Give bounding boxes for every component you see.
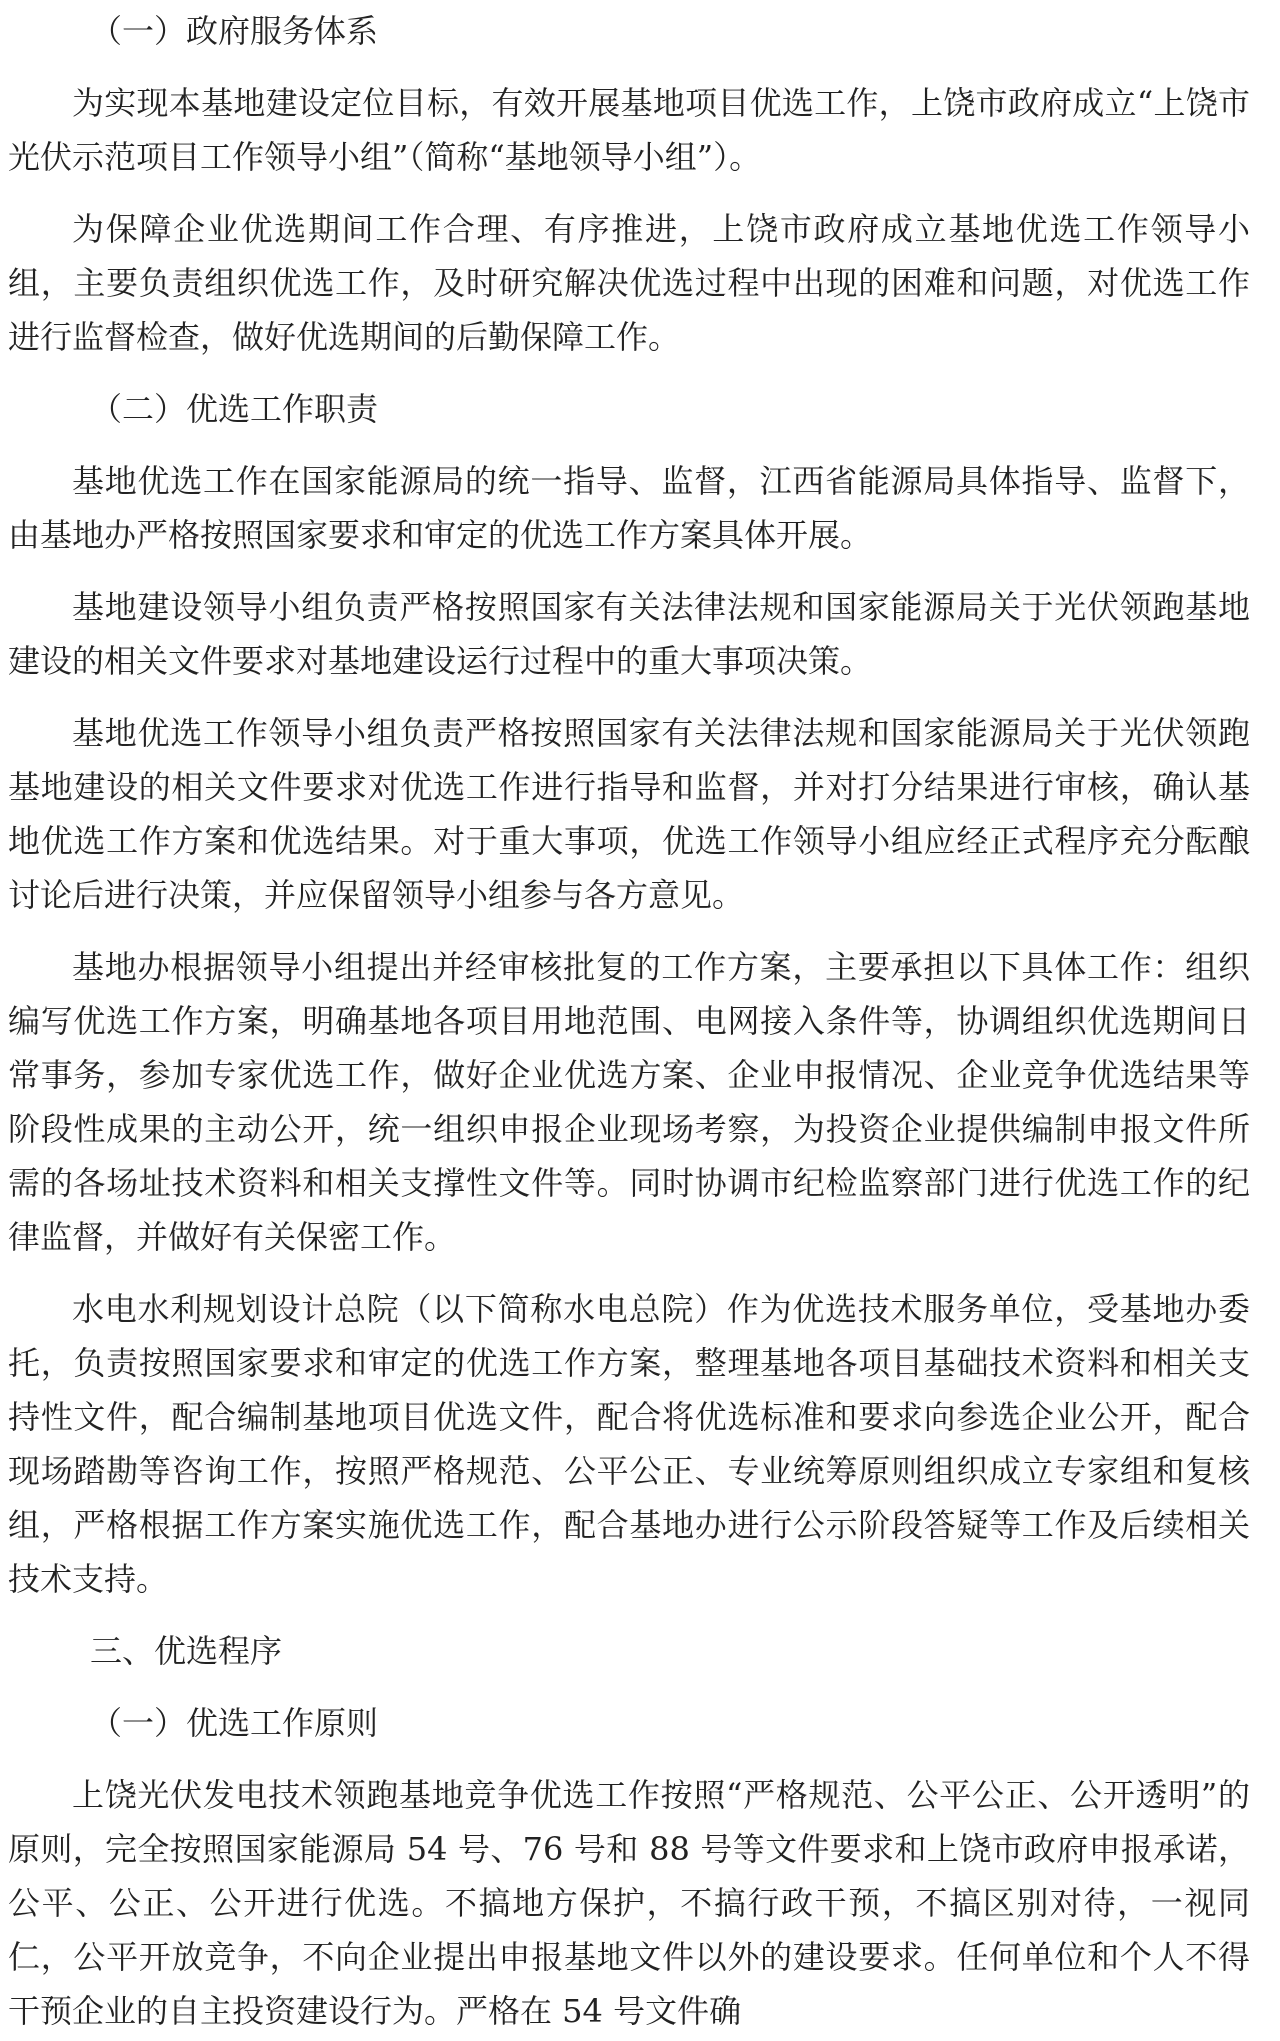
paragraph-construction-leading-group: 基地建设领导小组负责严格按照国家有关法律法规和国家能源局关于光伏领跑基地建设的相关文件要求对基地建设运行过程中的重大事项决策。 — [8, 588, 1250, 680]
paragraph-nea-guidance: 基地优选工作在国家能源局的统一指导、监督，江西省能源局具体指导、监督下，由基地办严格按照国家要求和审定的优选工作方案具体开展。 — [8, 462, 1250, 554]
section-heading-selection-procedure: 三、优选程序 — [90, 1632, 283, 1670]
paragraph-selection-group-responsibility: 基地优选工作领导小组负责严格按照国家有关法律法规和国家能源局关于光伏领跑基地建设的相关文件要求对优选工作进行指导和监督，并对打分结果进行审核，确认基地优选工作方案和优选结果。对于重大事项，优选工作领导小组应经正式程序充分酝酿讨论后进行决策，并应保留领导小组参与各方意见。 — [8, 714, 1250, 914]
paragraph-selection-leading-group: 为保障企业优选期间工作合理、有序推进，上饶市政府成立基地优选工作领导小组，主要负责组织优选工作，及时研究解决优选过程中出现的困难和问题，对优选工作进行监督检查，做好优选期间的后勤保障工作。 — [8, 210, 1250, 356]
paragraph-base-office-tasks: 基地办根据领导小组提出并经审核批复的工作方案，主要承担以下具体工作：组织编写优选工作方案，明确基地各项目用地范围、电网接入条件等，协调组织优选期间日常事务，参加专家优选工作，做好企业优选方案、企业申报情况、企业竞争优选结果等阶段性成果的主动公开，统一组织申报企业现场考察，为投资企业提供编制申报文件所需的各场址技术资料和相关支撑性文件等。同时协调市纪检监察部门进行优选工作的纪律监督，并做好有关保密工作。 — [8, 948, 1250, 1256]
section-heading-selection-duties: （二）优选工作职责 — [90, 390, 379, 428]
paragraph-selection-principles: 上饶光伏发电技术领跑基地竞争优选工作按照“严格规范、公平公正、公开透明”的原则，完全按照国家能源局 54 号、76 号和 88 号等文件要求和上饶市政府申报承诺，公平、公正、公开进行优选。不搞地方保护，不搞行政干预，不搞区别对待，一视同仁，公平开放竞争，不向企业提出申报基地文件以外的建设要求。任何单位和个人不得干预企业的自主投资建设行为。严格在 54 号文件确 — [8, 1776, 1250, 2030]
paragraph-hydropower-institute: 水电水利规划设计总院（以下简称水电总院）作为优选技术服务单位，受基地办委托，负责按照国家要求和审定的优选工作方案，整理基地各项目基础技术资料和相关支持性文件，配合编制基地项目优选文件，配合将优选标准和要求向参选企业公开，配合现场踏勘等咨询工作，按照严格规范、公平公正、专业统筹原则组织成立专家组和复核组，严格根据工作方案实施优选工作，配合基地办进行公示阶段答疑等工作及后续相关技术支持。 — [8, 1290, 1250, 1598]
section-heading-selection-principles: （一）优选工作原则 — [90, 1704, 379, 1742]
section-heading-government-service: （一）政府服务体系 — [90, 12, 379, 50]
paragraph-leading-group-established: 为实现本基地建设定位目标，有效开展基地项目优选工作，上饶市政府成立“上饶市光伏示范项目工作领导小组”（简称“基地领导小组”）。 — [8, 84, 1250, 176]
